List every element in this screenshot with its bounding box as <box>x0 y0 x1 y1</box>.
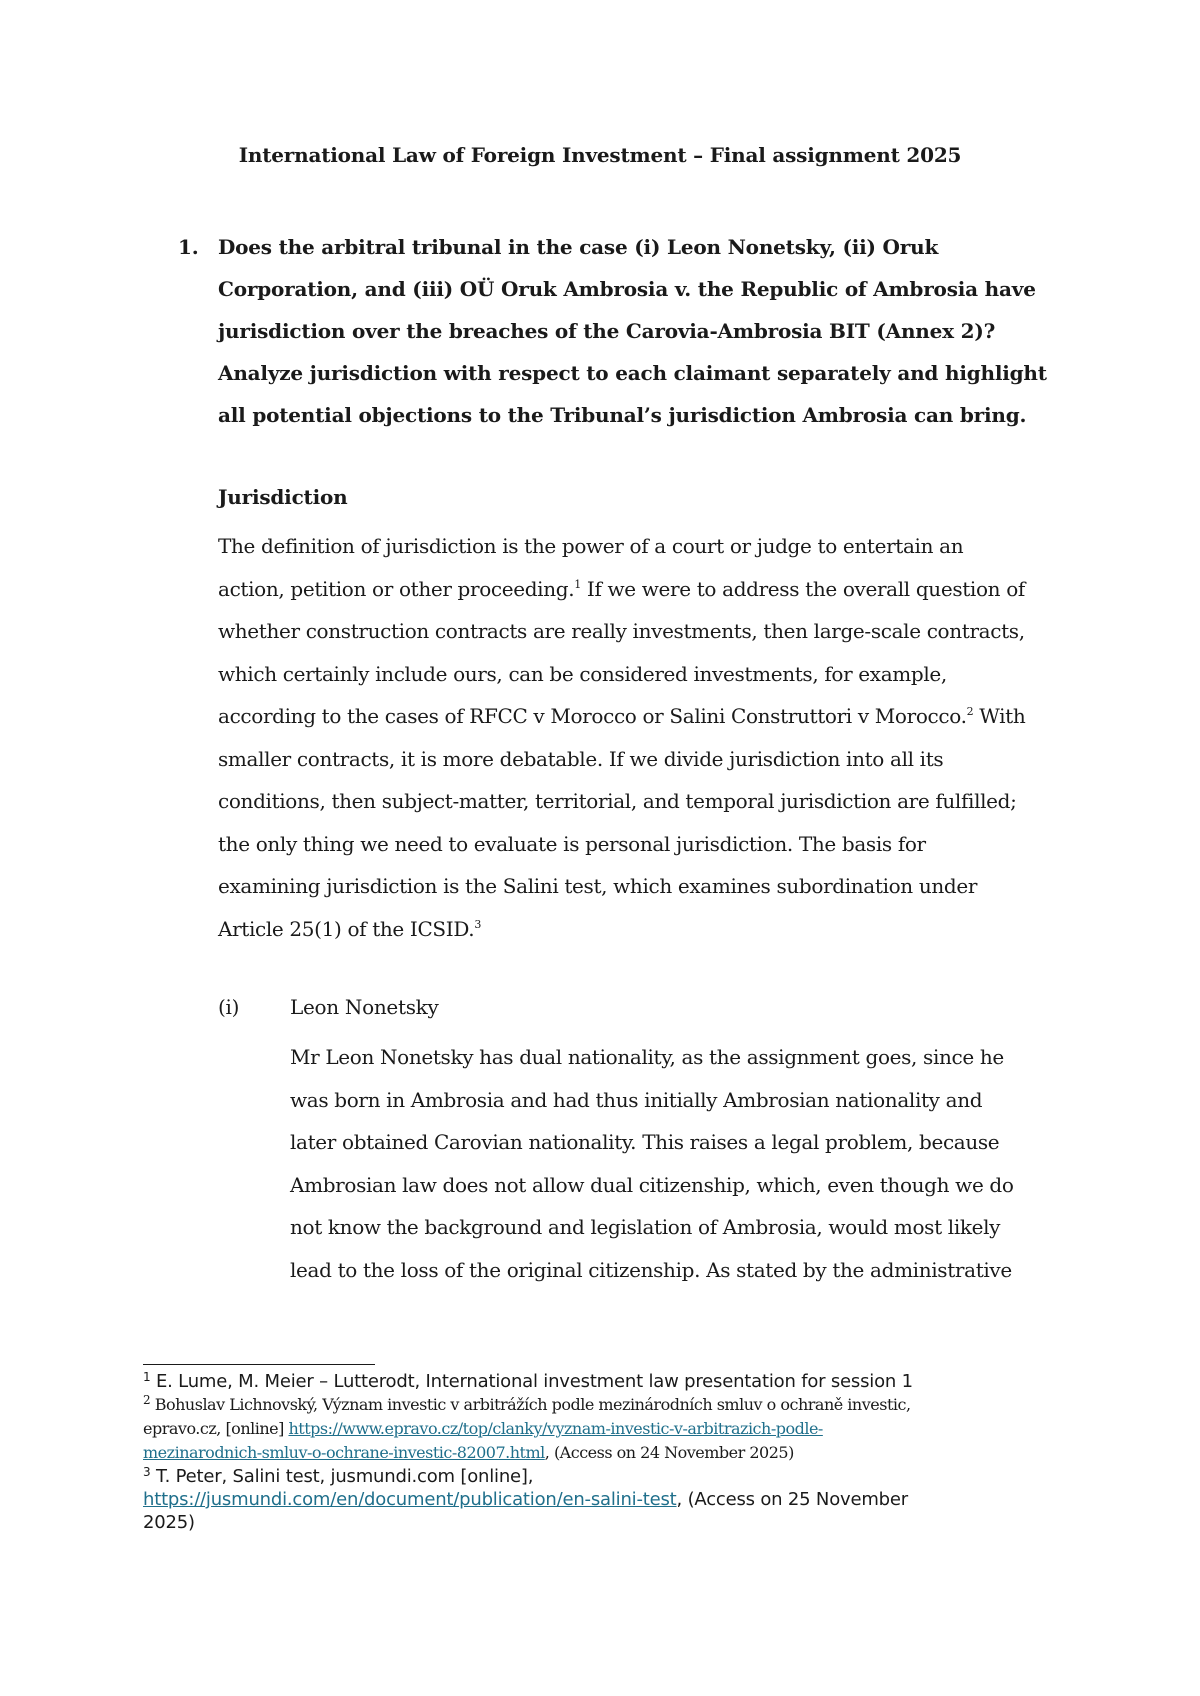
paragraph-line: which certainly include ours, can be considered investments, for example, <box>218 661 947 686</box>
question-line: all potential objections to the Tribunal’s jurisdiction Ambrosia can bring. <box>218 403 1027 427</box>
question-line: Analyze jurisdiction with respect to each claimant separately and highlight <box>218 361 1047 385</box>
paragraph-text: Article 25(1) of the ICSID. <box>218 916 475 941</box>
footnotes <box>143 1370 1083 1534</box>
paragraph-line: smaller contracts, it is more debatable. If we divide jurisdiction into all its <box>218 746 944 771</box>
footnote-2-line <box>143 1441 1083 1465</box>
footnote-text: , (Access on 24 November 2025) <box>544 1443 794 1462</box>
paragraph-text: action, petition or other proceeding. <box>218 576 575 601</box>
footnote-mark: 2 <box>143 1393 151 1407</box>
footnote-2 <box>143 1393 1083 1417</box>
footnote-ref-1[interactable]: 1 <box>574 577 581 591</box>
paragraph-line <box>218 908 1098 951</box>
paragraph-line: later obtained Carovian nationality. This raises a legal problem, because <box>290 1130 1000 1154</box>
footnote-3-line <box>143 1488 1083 1511</box>
paragraph-text: With <box>973 704 1026 728</box>
footnote-text: Bohuslav Lichnovský, Význam investic v arbitrážích podle mezinárodních smluv o ochraně investic, <box>150 1395 911 1414</box>
footnote-link[interactable]: https://jusmundi.com/en/document/publication/en-salini-test <box>143 1489 677 1510</box>
paragraph-line: The definition of jurisdiction is the power of a court or judge to entertain an <box>218 534 964 558</box>
subsection-title: Leon Nonetsky <box>290 995 439 1019</box>
paragraph-line: conditions, then subject-matter, territorial, and temporal jurisdiction are fulfilled; <box>218 789 1017 813</box>
paragraph-text: according to the cases of RFCC v Morocco or Salini Construttori v Morocco. <box>218 704 967 728</box>
question-line: Does the arbitral tribunal in the case (i) Leon Nonetsky, (ii) Oruk <box>218 235 939 259</box>
jurisdiction-paragraph <box>218 525 1098 950</box>
section-heading: Jurisdiction <box>218 485 348 509</box>
footnote-2-line <box>143 1417 1083 1441</box>
paragraph-line: was born in Ambrosia and had thus initially Ambrosian nationality and <box>290 1087 983 1112</box>
footnote-3-line: 2025) <box>143 1512 195 1533</box>
paragraph-line <box>218 568 1098 611</box>
footnote-text: E. Lume, M. Meier – Lutterodt, International investment law presentation for session 1 <box>150 1371 913 1392</box>
footnote-mark: 1 <box>143 1370 151 1384</box>
question-line: Corporation, and (iii) OÜ Oruk Ambrosia v. the Republic of Ambrosia have <box>218 277 1036 301</box>
footnote-text: T. Peter, Salini test, jusmundi.com [online], <box>150 1466 534 1487</box>
paragraph-line <box>218 695 1098 738</box>
footnote-text: , (Access on 25 November <box>676 1489 908 1510</box>
paragraph-line: the only thing we need to evaluate is personal jurisdiction. The basis for <box>218 831 926 856</box>
question-number: 1. <box>178 235 199 259</box>
paragraph-line: examining jurisdiction is the Salini test, which examines subordination under <box>218 874 978 898</box>
paragraph-line: lead to the loss of the original citizenship. As stated by the administrative <box>290 1257 1012 1282</box>
subsection-label: (i) <box>218 995 240 1019</box>
footnote-ref-3[interactable]: 3 <box>474 917 481 931</box>
paragraph-line: whether construction contracts are really investments, then large-scale contracts, <box>218 619 1025 643</box>
footnote-3 <box>143 1465 1083 1488</box>
footnote-mark: 3 <box>143 1465 151 1479</box>
footnote-ref-2[interactable]: 2 <box>966 705 974 718</box>
question-line: jurisdiction over the breaches of the Carovia-Ambrosia BIT (Annex 2)? <box>218 319 996 343</box>
paragraph-line: not know the background and legislation of Ambrosia, would most likely <box>290 1215 1001 1239</box>
footnote-1 <box>143 1370 1083 1393</box>
document-title: International Law of Foreign Investment – Final assignment 2025 <box>238 143 962 167</box>
paragraph-text: If we were to address the overall question of <box>580 576 1025 601</box>
paragraph-line: Ambrosian law does not allow dual citizenship, which, even though we do <box>290 1172 1014 1197</box>
nonetsky-paragraph <box>290 1036 1080 1291</box>
question-text <box>218 226 1078 436</box>
footnote-separator <box>143 1364 375 1365</box>
footnote-link[interactable]: mezinarodnich-smluv-o-ochrane-investic-82007.html <box>143 1443 545 1462</box>
footnote-text: epravo.cz, [online] <box>143 1419 289 1438</box>
paragraph-line: Mr Leon Nonetsky has dual nationality, as the assignment goes, since he <box>290 1045 1004 1069</box>
footnote-link[interactable]: https://www.epravo.cz/top/clanky/vyznam-investic-v-arbitrazich-podle- <box>288 1419 823 1438</box>
